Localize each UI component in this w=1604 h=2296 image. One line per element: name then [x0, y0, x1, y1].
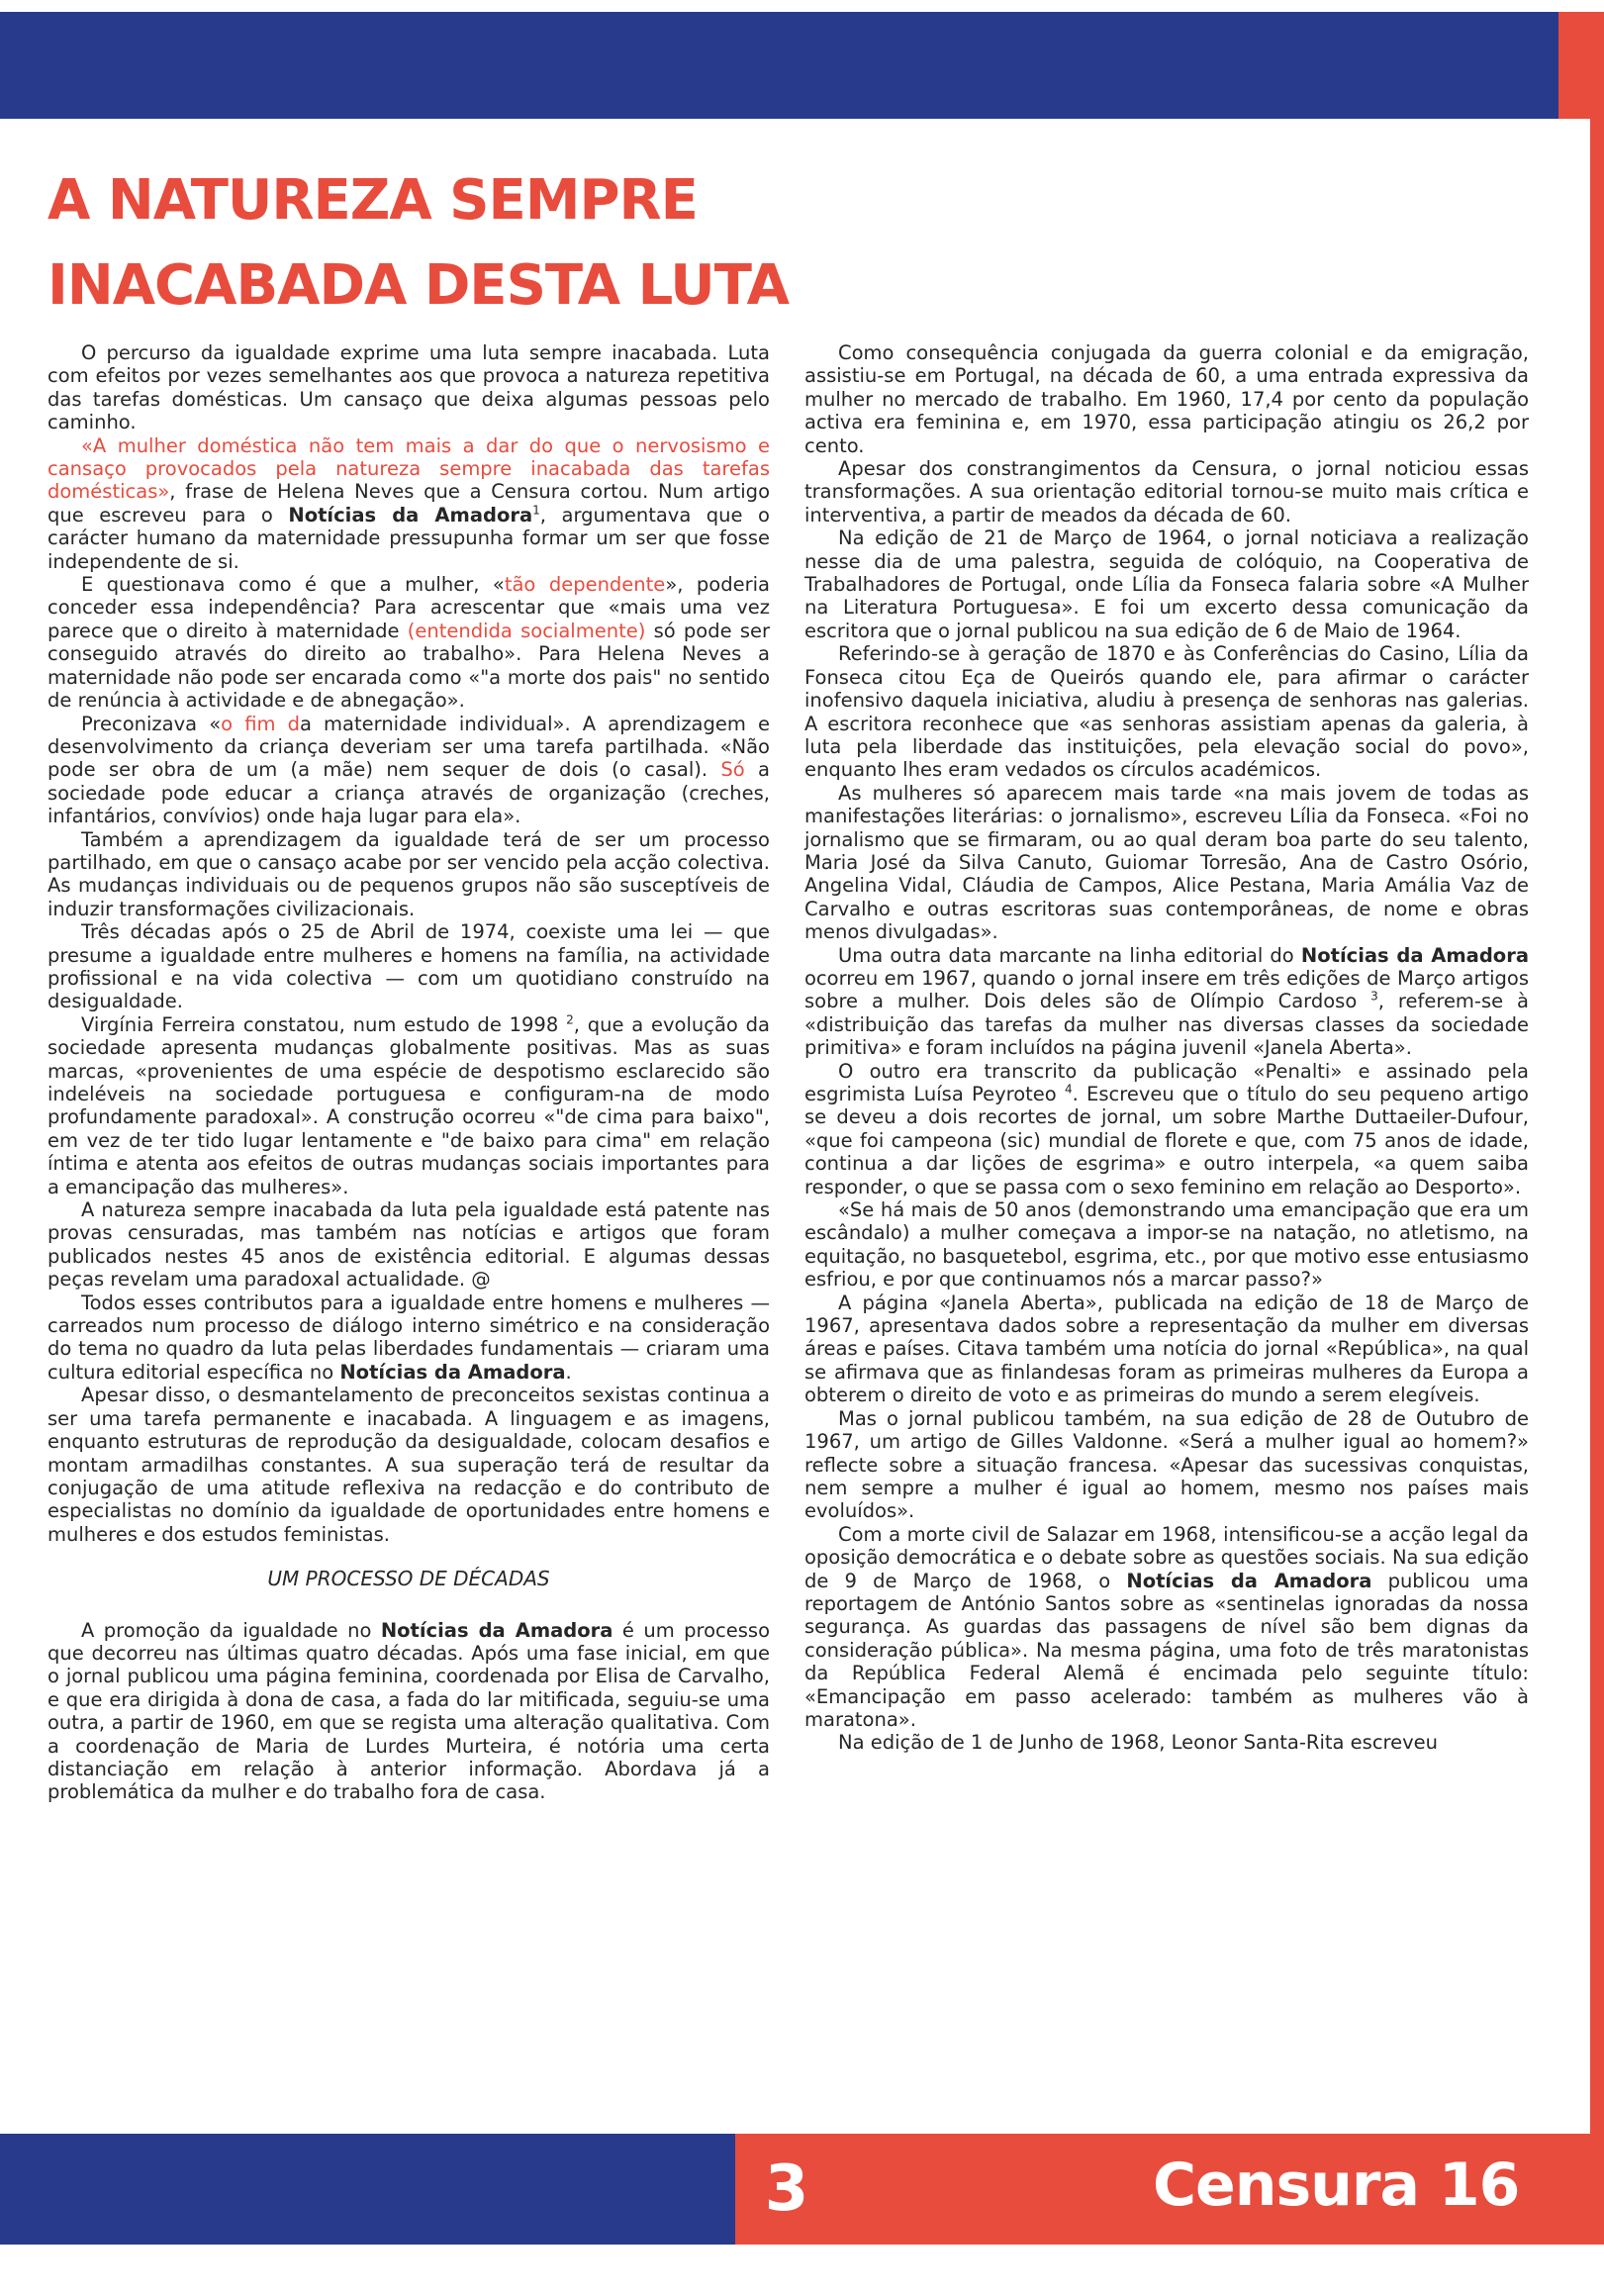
paragraph: Uma outra data marcante na linha editorial do Notícias da Amadora ocorreu em 1967, quando o jornal insere em três edições de Março artigos sobre a mulher. Dois deles são de Olímpio Cardoso $^3$, referem-se à «distribuição das tarefas da mulher nas diversas classes da sociedade primitiva» e foram incluídos na página juvenil «Janela Aberta». [804, 943, 1529, 1060]
header-accent-tab [1558, 12, 1604, 119]
highlighted-phrase: (entendida socialmente) [407, 619, 646, 642]
highlighted-phrase: o fim d [221, 712, 300, 735]
paragraph: Mas o jornal publicou também, na sua edição de 28 de Outubro de 1967, um artigo de Gilles Valdonne. «Será a mulher igual ao homem?» reflecte sobre a situação francesa. «Apesar das sucessivas conquistas, nem sempre a mulher é igual ao homem, mesmo nos países mais evoluídos». [804, 1406, 1529, 1523]
paragraph: Apesar disso, o desmantelamento de preconceitos sexistas continua a ser uma tarefa permanente e inacabada. A linguagem e as imagens, enquanto estruturas de reprodução da desigualdade, colocam desafios e montam armadilhas constantes. A sua superação terá de resultar da conjugação de uma atitude reflexiva na redacção e do contributo de especialistas no domínio da igualdade de oportunidades entre homens e mulheres e dos estudos feministas. [47, 1384, 770, 1546]
paragraph: O percurso da igualdade exprime uma luta sempre inacabada. Luta com efeitos por vezes semelhantes aos que provoca a natureza repetitiva das tarefas domésticas. Um cansaço que deixa algumas pessoas pelo caminho. [47, 341, 770, 434]
footnote-ref: 4 [1064, 1082, 1073, 1097]
paragraph: Na edição de 21 de Março de 1964, o jornal noticiava a realização nesse dia de uma palestra, seguida de colóquio, na Cooperativa de Trabalhadores de Portugal, onde Lília da Fonseca falaria sobre «A Mulher na Literatura Portuguesa». E foi um excerto dessa comunicação da escritora que o jornal publicou na sua edição de 6 de Maio de 1964. [804, 526, 1529, 642]
paragraph: «A mulher doméstica não tem mais a dar do que o nervosismo e cansaço provocados pela natureza sempre inacabada das tarefas domésticas», frase de Helena Neves que a Censura cortou. Num artigo que escreveu para o Notícias da Amadora$^1$, argumentava que o carácter humano da maternidade pressupunha formar um ser que fosse independente de si. [47, 433, 770, 573]
newspaper-name: Notícias da Amadora [380, 1618, 613, 1642]
paragraph: Com a morte civil de Salazar em 1968, intensificou-se a acção legal da oposição democrática e o debate sobre as questões sociais. Na sua edição de 9 de Março de 1968, o Notícias da Amadora publicou uma reportagem de António Santos sobre as «sentinelas ignoradas da nossa segurança. As guardas das passagens de nível são bem dignas da consideração pública». Na mesma página, uma foto de três maratonistas da República Federal Alemã é encimada pelo seguinte título: «Emancipação em passo acelerado: também as mulheres vão à maratona». [804, 1522, 1529, 1731]
header-band [0, 12, 1604, 119]
paragraph: As mulheres só aparecem mais tarde «na mais jovem de todas as manifestações literárias: o jornalismo», escreveu Lília da Fonseca. «Foi no jornalismo que se firmaram, ou ao qual deram boa parte do seu talento, Maria José da Silva Canuto, Guiomar Torresão, Ana de Castro Osório, Angelina Vidal, Cláudia de Campos, Alice Pestana, Maria Amália Vaz de Carvalho e outras escritoras suas contemporâneas, de nome e obras menos divulgadas». [804, 781, 1529, 944]
footer-blue-segment [0, 2134, 735, 2245]
article-title [47, 158, 1136, 329]
right-accent-strip [1590, 119, 1604, 2138]
section-subheading: UM PROCESSO DE DÉCADAS [267, 1567, 550, 1591]
highlighted-phrase: tão dependente [504, 573, 666, 597]
paragraph: Também a aprendizagem da igualdade terá de ser um processo partilhado, em que o cansaço acabe por ser vencido pela acção colectiva. As mudanças individuais ou de pequenos grupos não são susceptíveis de induzir transformações civilizacionais. [47, 827, 770, 920]
newspaper-name: Notícias da Amadora [1300, 943, 1529, 967]
paragraph: Todos esses contributos para a igualdade entre homens e mulheres — carreados num processo de diálogo interno simétrico e na consideração do tema no quadro da luta pelas liberdades fundamentais — criaram uma cultura editorial específica no Notícias da Amadora. [47, 1291, 770, 1384]
paragraph: E questionava como é que a mulher, «tão dependente», poderia conceder essa independência? Para acrescentar que «mais uma vez parece que o direito à maternidade (entendida socialmente) só pode ser conseguido através do direito ao trabalho». Para Helena Neves a maternidade não pode ser encarada como «"a morte dos pais" no sentido de renúncia à actividade e de abnegação». [47, 573, 770, 713]
footnote-ref: 3 [1370, 989, 1378, 1004]
page-number: 3 [764, 2152, 809, 2226]
title-line-2: INACABADA DESTA LUTA [47, 253, 789, 318]
paragraph: Na edição de 1 de Junho de 1968, Leonor Santa-Rita escreveu [838, 1731, 1439, 1755]
paragraph: Como consequência conjugada da guerra colonial e da emigração, assistiu-se em Portugal, na década de 60, a uma entrada expressiva da mulher no mercado de trabalho. Em 1960, 17,4 por cento da população activa era feminina e, em 1970, essa participação atingiu os 26,2 por cento. [804, 341, 1529, 457]
paragraph: A natureza sempre inacabada da luta pela igualdade está patente nas provas censuradas, mas também nas notícias e artigos que foram publicados nestes 45 anos de existência editorial. E algumas dessas peças revelam uma paradoxal actualidade. @ [47, 1198, 770, 1292]
paragraph: Referindo-se à geração de 1870 e às Conferências do Casino, Lília da Fonseca citou Eça de Queirós quando ele, para afirmar o carácter inofensivo daquela iniciativa, aludiu à presença de senhoras nas galerias. A escritora reconhece que «as senhoras assistiam apenas da galeria, à luta pela liberdade das instituições, pela elevação social do povo», enquanto lhes eram vedados os círculos académicos. [804, 642, 1529, 782]
paragraph: Três décadas após o 25 de Abril de 1974, coexiste uma lei — que presume a igualdade entre mulheres e homens na família, na actividade profissional e na vida colectiva — com um quotidiano construído na desigualdade. [47, 920, 770, 1013]
paragraph: Virgínia Ferreira constatou, num estudo de 1998 $^2$, que a evolução da sociedade apresenta mudanças globalmente positivas. Mas as suas marcas, «provenientes de uma espécie de despotismo esclarecido são indeléveis na sociedade portuguesa e configuram-na de modo profundamente paradoxal». A construção ocorreu «"de cima para baixo", em vez de ter tido lugar lentamente e "de baixo para cima" em relação íntima e atenta aos efeitos de outras mudanças sociais importantes para a emancipação das mulheres». [47, 1012, 770, 1198]
paragraph: O outro era transcrito da publicação «Penalti» e assinado pela esgrimista Luísa Peyroteo $^4$. Escreveu que o título do seu pequeno artigo se deveu a dois recortes de jornal, um sobre Marthe Duttaeiler-Dufour, «que foi campeona (sic) mundial de florete e que, com 75 anos de idade, continua a dar lições de esgrima» e outro interpela, «a quem saiba responder, o que se passa com o sexo feminino em relação ao Desporto». [804, 1059, 1529, 1198]
highlighted-quote: «A mulher doméstica não tem mais a dar do que o nervosismo e cansaço provocados pela natureza sempre inacabada das tarefas domésticas» [47, 433, 770, 504]
right-column [804, 341, 1529, 1755]
newspaper-name: Notícias da Amadora [339, 1360, 566, 1384]
paragraph: Apesar dos constrangimentos da Censura, o jornal noticiou essas transformações. A sua orientação editorial tornou-se muito mais crítica e interventiva, a partir de meados da década de 60. [804, 457, 1529, 526]
newspaper-name: Notícias da Amadora [288, 503, 533, 526]
publication-name: Censura 16 [1153, 2151, 1520, 2220]
footnote-ref: 1 [532, 503, 540, 518]
paragraph: A página «Janela Aberta», publicada na edição de 18 de Março de 1967, apresentava dados sobre a representação da mulher em diversas áreas e países. Citava também uma notícia do jornal «República», na qual se afirmava que as finlandesas foram as primeiras mulheres da Europa a obterem o direito de voto e as primeiras do mundo a serem elegíveis. [804, 1291, 1529, 1407]
paragraph: Preconizava «o fim da maternidade individual». A aprendizagem e desenvolvimento da criança deveriam ser uma tarefa partilhada. «Não pode ser obra de um (a mãe) nem sequer de dois (o casal). Só a sociedade pode educar a criança através de organização (creches, infantários, convívios) onde haja lugar para ela». [47, 712, 771, 828]
highlighted-phrase: Só [720, 758, 745, 782]
left-column [47, 341, 770, 1804]
newspaper-name: Notícias da Amadora [1126, 1569, 1372, 1592]
paragraph: A promoção da igualdade no Notícias da Amadora é um processo que decorreu nas últimas quatro décadas. Após uma fase inicial, em que o jornal publicou uma página feminina, coordenada por Elisa de Carvalho, e que era dirigida à dona de casa, a fada do lar mitificada, seguiu-se uma outra, a partir de 1960, em que se regista uma alteração qualitativa. Com a coordenação de Maria de Lurdes Murteira, é notória uma certa distanciação em relação à anterior informação. Abordava já a problemática da mulher e do trabalho fora de casa. [47, 1618, 770, 1804]
paragraph: «Se há mais de 50 anos (demonstrando uma emancipação que era um escândalo) a mulher começava a impor-se na natação, no atletismo, na equitação, no basquetebol, esgrima, etc., por que motivo esse entusiasmo esfriou, e por que continuamos nós a marcar passo?» [804, 1198, 1529, 1292]
footnote-ref: 2 [566, 1012, 574, 1027]
title-line-1: A NATUREZA SEMPRE [47, 168, 698, 233]
